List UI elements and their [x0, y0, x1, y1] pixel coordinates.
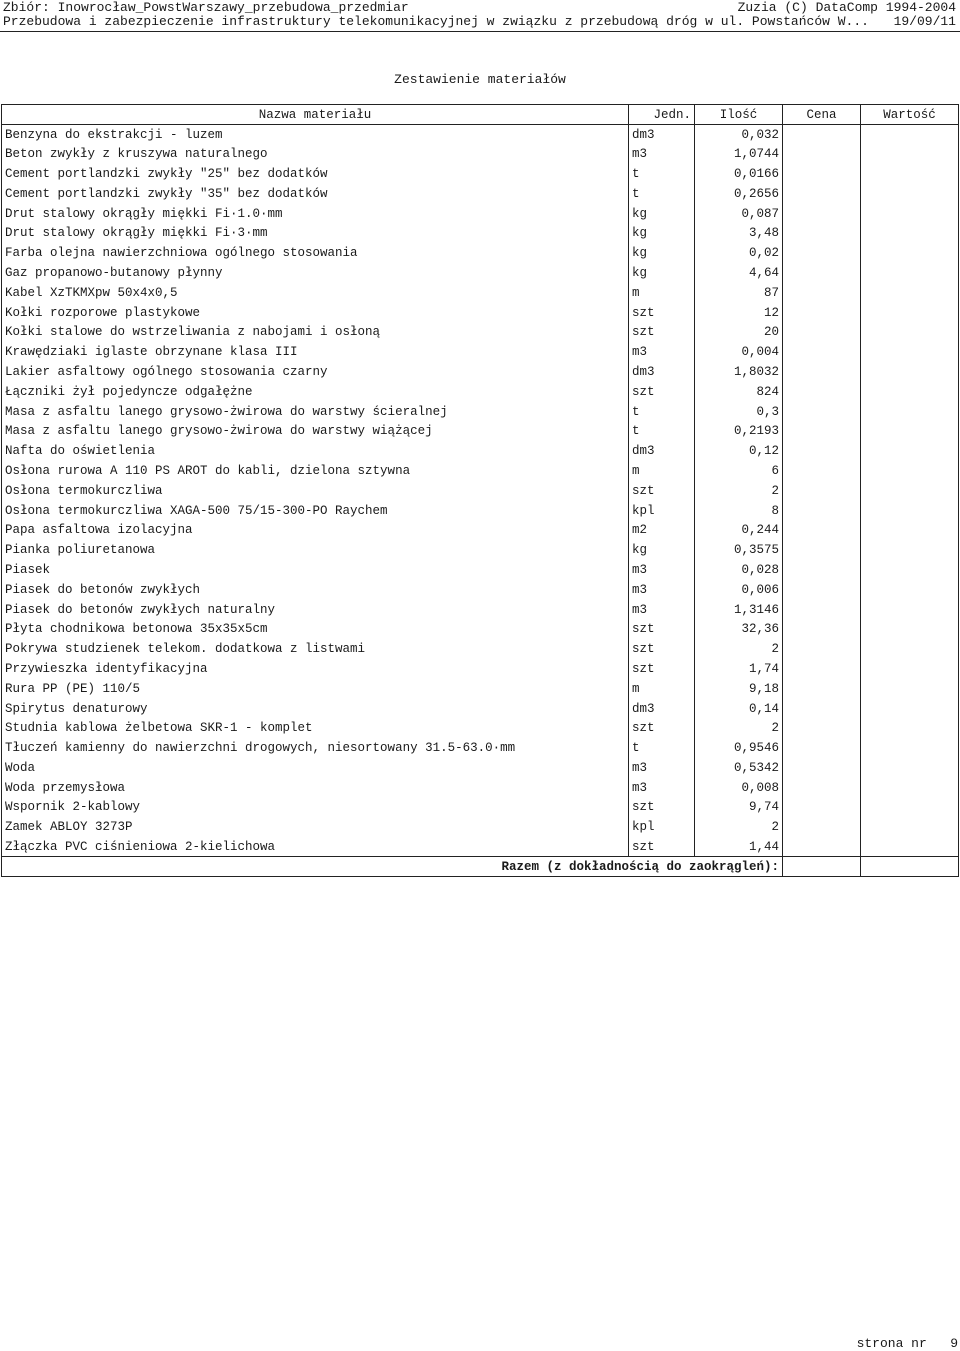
table-row — [2, 184, 959, 204]
material-name-cell: Osłona termokurczliwa — [2, 481, 629, 501]
collection-name: Zbiór: Inowrocław_PowstWarszawy_przebudowa_przedmiar — [3, 0, 409, 15]
material-name-cell: Woda — [2, 758, 629, 778]
column-header-unit: Jedn. — [629, 105, 695, 125]
unit-cell: m3 — [629, 758, 695, 778]
price-cell — [783, 223, 861, 243]
quantity-cell: 6 — [695, 461, 783, 481]
unit-cell: m3 — [629, 600, 695, 620]
document-date: 19/09/11 — [893, 14, 956, 29]
unit-cell: dm3 — [629, 441, 695, 461]
quantity-cell: 12 — [695, 303, 783, 323]
column-header-qty: Ilość — [695, 105, 783, 125]
value-cell — [861, 223, 959, 243]
unit-cell: kg — [629, 263, 695, 283]
price-cell — [783, 125, 861, 145]
value-cell — [861, 540, 959, 560]
unit-cell: t — [629, 164, 695, 184]
value-cell — [861, 144, 959, 164]
unit-cell: szt — [629, 481, 695, 501]
material-name-cell: Osłona rurowa A 110 PS AROT do kabli, dzielona sztywna — [2, 461, 629, 481]
unit-cell: m3 — [629, 560, 695, 580]
unit-cell: szt — [629, 322, 695, 342]
value-cell — [861, 204, 959, 224]
column-header-price: Cena — [783, 105, 861, 125]
unit-cell: kpl — [629, 817, 695, 837]
value-cell — [861, 243, 959, 263]
material-name-cell: Piasek do betonów zwykłych naturalny — [2, 600, 629, 620]
value-cell — [861, 520, 959, 540]
value-cell — [861, 402, 959, 422]
table-row — [2, 679, 959, 699]
table-row — [2, 699, 959, 719]
table-row — [2, 283, 959, 303]
material-name-cell: Łączniki żył pojedyncze odgałężne — [2, 382, 629, 402]
material-name-cell: Złączka PVC ciśnieniowa 2-kielichowa — [2, 837, 629, 857]
table-row — [2, 421, 959, 441]
value-cell — [861, 639, 959, 659]
value-cell — [861, 580, 959, 600]
material-name-cell: Studnia kablowa żelbetowa SKR-1 - komplet — [2, 718, 629, 738]
quantity-cell: 0,0166 — [695, 164, 783, 184]
summary-label: Razem (z dokładnością do zaokrągleń): — [2, 857, 783, 877]
quantity-cell: 1,74 — [695, 659, 783, 679]
price-cell — [783, 520, 861, 540]
project-title: Przebudowa i zabezpieczenie infrastruktury telekomunikacyjnej w związku z przebudową dróg w ul. Powstańców W... — [3, 14, 869, 29]
value-cell — [861, 738, 959, 758]
price-cell — [783, 758, 861, 778]
material-name-cell: Beton zwykły z kruszywa naturalnego — [2, 144, 629, 164]
unit-cell: dm3 — [629, 699, 695, 719]
unit-cell: t — [629, 421, 695, 441]
table-row — [2, 738, 959, 758]
material-name-cell: Krawędziaki iglaste obrzynane klasa III — [2, 342, 629, 362]
quantity-cell: 824 — [695, 382, 783, 402]
table-row — [2, 441, 959, 461]
quantity-cell: 9,74 — [695, 798, 783, 818]
summary-row — [2, 857, 959, 877]
quantity-cell: 0,028 — [695, 560, 783, 580]
page-title: Zestawienie materiałów — [394, 72, 566, 87]
unit-cell: t — [629, 184, 695, 204]
unit-cell: szt — [629, 382, 695, 402]
material-name-cell: Masa z asfaltu lanego grysowo-żwirowa do warstwy wiążącej — [2, 421, 629, 441]
unit-cell: t — [629, 738, 695, 758]
value-cell — [861, 362, 959, 382]
value-cell — [861, 718, 959, 738]
value-cell — [861, 184, 959, 204]
table-row — [2, 204, 959, 224]
table-body — [2, 125, 959, 857]
price-cell — [783, 718, 861, 738]
value-cell — [861, 441, 959, 461]
quantity-cell: 2 — [695, 718, 783, 738]
value-cell — [861, 342, 959, 362]
table-row — [2, 303, 959, 323]
table-row — [2, 619, 959, 639]
price-cell — [783, 184, 861, 204]
copyright: Zuzia (C) DataComp 1994-2004 — [737, 0, 956, 15]
value-cell — [861, 679, 959, 699]
value-cell — [861, 659, 959, 679]
unit-cell: m3 — [629, 778, 695, 798]
price-cell — [783, 560, 861, 580]
value-cell — [861, 421, 959, 441]
price-cell — [783, 639, 861, 659]
quantity-cell: 0,006 — [695, 580, 783, 600]
summary-price-cell — [783, 857, 861, 877]
table-row — [2, 778, 959, 798]
quantity-cell: 0,14 — [695, 699, 783, 719]
value-cell — [861, 382, 959, 402]
quantity-cell: 1,0744 — [695, 144, 783, 164]
table-row — [2, 600, 959, 620]
table-row — [2, 402, 959, 422]
summary-value-cell — [861, 857, 959, 877]
price-cell — [783, 441, 861, 461]
unit-cell: szt — [629, 619, 695, 639]
material-name-cell: Piasek — [2, 560, 629, 580]
quantity-cell: 32,36 — [695, 619, 783, 639]
quantity-cell: 2 — [695, 639, 783, 659]
unit-cell: szt — [629, 303, 695, 323]
price-cell — [783, 817, 861, 837]
value-cell — [861, 303, 959, 323]
value-cell — [861, 283, 959, 303]
price-cell — [783, 342, 861, 362]
quantity-cell: 0,2193 — [695, 421, 783, 441]
price-cell — [783, 204, 861, 224]
value-cell — [861, 560, 959, 580]
material-name-cell: Pokrywa studzienek telekom. dodatkowa z listwami — [2, 639, 629, 659]
quantity-cell: 0,2656 — [695, 184, 783, 204]
table-row — [2, 580, 959, 600]
value-cell — [861, 600, 959, 620]
quantity-cell: 0,004 — [695, 342, 783, 362]
price-cell — [783, 243, 861, 263]
material-name-cell: Rura PP (PE) 110/5 — [2, 679, 629, 699]
unit-cell: kpl — [629, 501, 695, 521]
column-header-name: Nazwa materiału — [2, 105, 629, 125]
quantity-cell: 4,64 — [695, 263, 783, 283]
material-name-cell: Osłona termokurczliwa XAGA-500 75/15-300-PO Raychem — [2, 501, 629, 521]
table-row — [2, 798, 959, 818]
material-name-cell: Lakier asfaltowy ogólnego stosowania czarny — [2, 362, 629, 382]
unit-cell: kg — [629, 204, 695, 224]
price-cell — [783, 144, 861, 164]
table-row — [2, 659, 959, 679]
material-name-cell: Pianka poliuretanowa — [2, 540, 629, 560]
quantity-cell: 0,9546 — [695, 738, 783, 758]
material-name-cell: Piasek do betonów zwykłych — [2, 580, 629, 600]
value-cell — [861, 481, 959, 501]
value-cell — [861, 322, 959, 342]
table-row — [2, 520, 959, 540]
unit-cell: kg — [629, 223, 695, 243]
price-cell — [783, 402, 861, 422]
value-cell — [861, 837, 959, 857]
price-cell — [783, 283, 861, 303]
price-cell — [783, 540, 861, 560]
table-row — [2, 718, 959, 738]
value-cell — [861, 778, 959, 798]
table-row — [2, 223, 959, 243]
quantity-cell: 0,244 — [695, 520, 783, 540]
value-cell — [861, 798, 959, 818]
table-row — [2, 322, 959, 342]
price-cell — [783, 600, 861, 620]
price-cell — [783, 263, 861, 283]
column-header-value: Wartość — [861, 105, 959, 125]
unit-cell: szt — [629, 659, 695, 679]
quantity-cell: 0,12 — [695, 441, 783, 461]
price-cell — [783, 461, 861, 481]
value-cell — [861, 461, 959, 481]
page-footer — [857, 1336, 958, 1351]
table-header-row — [2, 105, 959, 125]
quantity-cell: 0,087 — [695, 204, 783, 224]
value-cell — [861, 501, 959, 521]
price-cell — [783, 798, 861, 818]
table-row — [2, 125, 959, 145]
price-cell — [783, 679, 861, 699]
value-cell — [861, 817, 959, 837]
quantity-cell: 0,02 — [695, 243, 783, 263]
material-name-cell: Kołki rozporowe plastykowe — [2, 303, 629, 323]
table-row — [2, 501, 959, 521]
material-name-cell: Farba olejna nawierzchniowa ogólnego stosowania — [2, 243, 629, 263]
price-cell — [783, 322, 861, 342]
table-row — [2, 837, 959, 857]
table-row — [2, 144, 959, 164]
header-divider — [0, 31, 960, 32]
quantity-cell: 3,48 — [695, 223, 783, 243]
value-cell — [861, 263, 959, 283]
quantity-cell: 2 — [695, 817, 783, 837]
table-row — [2, 639, 959, 659]
quantity-cell: 20 — [695, 322, 783, 342]
quantity-cell: 0,032 — [695, 125, 783, 145]
table-row — [2, 243, 959, 263]
unit-cell: m — [629, 283, 695, 303]
value-cell — [861, 125, 959, 145]
unit-cell: szt — [629, 639, 695, 659]
price-cell — [783, 619, 861, 639]
page-label: strona nr — [856, 1336, 927, 1351]
quantity-cell: 0,5342 — [695, 758, 783, 778]
header-line-2 — [3, 14, 956, 30]
value-cell — [861, 619, 959, 639]
price-cell — [783, 738, 861, 758]
material-name-cell: Płyta chodnikowa betonowa 35x35x5cm — [2, 619, 629, 639]
value-cell — [861, 758, 959, 778]
material-name-cell: Wspornik 2-kablowy — [2, 798, 629, 818]
value-cell — [861, 699, 959, 719]
unit-cell: szt — [629, 837, 695, 857]
material-name-cell: Gaz propanowo-butanowy płynny — [2, 263, 629, 283]
material-name-cell: Kabel XzTKMXpw 50x4x0,5 — [2, 283, 629, 303]
material-name-cell: Benzyna do ekstrakcji - luzem — [2, 125, 629, 145]
quantity-cell: 0,3 — [695, 402, 783, 422]
price-cell — [783, 699, 861, 719]
material-name-cell: Kołki stalowe do wstrzeliwania z nabojami i osłoną — [2, 322, 629, 342]
price-cell — [783, 382, 861, 402]
unit-cell: m — [629, 461, 695, 481]
unit-cell: m2 — [629, 520, 695, 540]
quantity-cell: 8 — [695, 501, 783, 521]
page-number: 9 — [950, 1336, 958, 1351]
unit-cell: m3 — [629, 580, 695, 600]
unit-cell: m — [629, 679, 695, 699]
material-name-cell: Drut stalowy okrągły miękki Fi·3·mm — [2, 223, 629, 243]
material-name-cell: Tłuczeń kamienny do nawierzchni drogowych, niesortowany 31.5-63.0·mm — [2, 738, 629, 758]
materials-table — [1, 104, 959, 877]
material-name-cell: Papa asfaltowa izolacyjna — [2, 520, 629, 540]
value-cell — [861, 164, 959, 184]
material-name-cell: Woda przemysłowa — [2, 778, 629, 798]
price-cell — [783, 303, 861, 323]
unit-cell: m3 — [629, 144, 695, 164]
quantity-cell: 2 — [695, 481, 783, 501]
price-cell — [783, 481, 861, 501]
unit-cell: dm3 — [629, 125, 695, 145]
material-name-cell: Przywieszka identyfikacyjna — [2, 659, 629, 679]
quantity-cell: 1,3146 — [695, 600, 783, 620]
material-name-cell: Spirytus denaturowy — [2, 699, 629, 719]
unit-cell: kg — [629, 243, 695, 263]
price-cell — [783, 164, 861, 184]
price-cell — [783, 837, 861, 857]
material-name-cell: Cement portlandzki zwykły "25" bez dodatków — [2, 164, 629, 184]
quantity-cell: 1,8032 — [695, 362, 783, 382]
table-row — [2, 758, 959, 778]
table-row — [2, 560, 959, 580]
table-row — [2, 342, 959, 362]
quantity-cell: 9,18 — [695, 679, 783, 699]
unit-cell: kg — [629, 540, 695, 560]
table-row — [2, 461, 959, 481]
material-name-cell: Drut stalowy okrągły miękki Fi·1.0·mm — [2, 204, 629, 224]
material-name-cell: Cement portlandzki zwykły "35" bez dodatków — [2, 184, 629, 204]
quantity-cell: 87 — [695, 283, 783, 303]
price-cell — [783, 659, 861, 679]
unit-cell: szt — [629, 718, 695, 738]
unit-cell: t — [629, 402, 695, 422]
quantity-cell: 1,44 — [695, 837, 783, 857]
price-cell — [783, 778, 861, 798]
price-cell — [783, 580, 861, 600]
material-name-cell: Zamek ABLOY 3273P — [2, 817, 629, 837]
unit-cell: m3 — [629, 342, 695, 362]
table-row — [2, 481, 959, 501]
unit-cell: dm3 — [629, 362, 695, 382]
price-cell — [783, 421, 861, 441]
table-row — [2, 540, 959, 560]
table-row — [2, 362, 959, 382]
quantity-cell: 0,3575 — [695, 540, 783, 560]
price-cell — [783, 501, 861, 521]
table-row — [2, 263, 959, 283]
unit-cell: szt — [629, 798, 695, 818]
price-cell — [783, 362, 861, 382]
material-name-cell: Nafta do oświetlenia — [2, 441, 629, 461]
table-row — [2, 164, 959, 184]
material-name-cell: Masa z asfaltu lanego grysowo-żwirowa do warstwy ścieralnej — [2, 402, 629, 422]
table-row — [2, 382, 959, 402]
table-row — [2, 817, 959, 837]
quantity-cell: 0,008 — [695, 778, 783, 798]
